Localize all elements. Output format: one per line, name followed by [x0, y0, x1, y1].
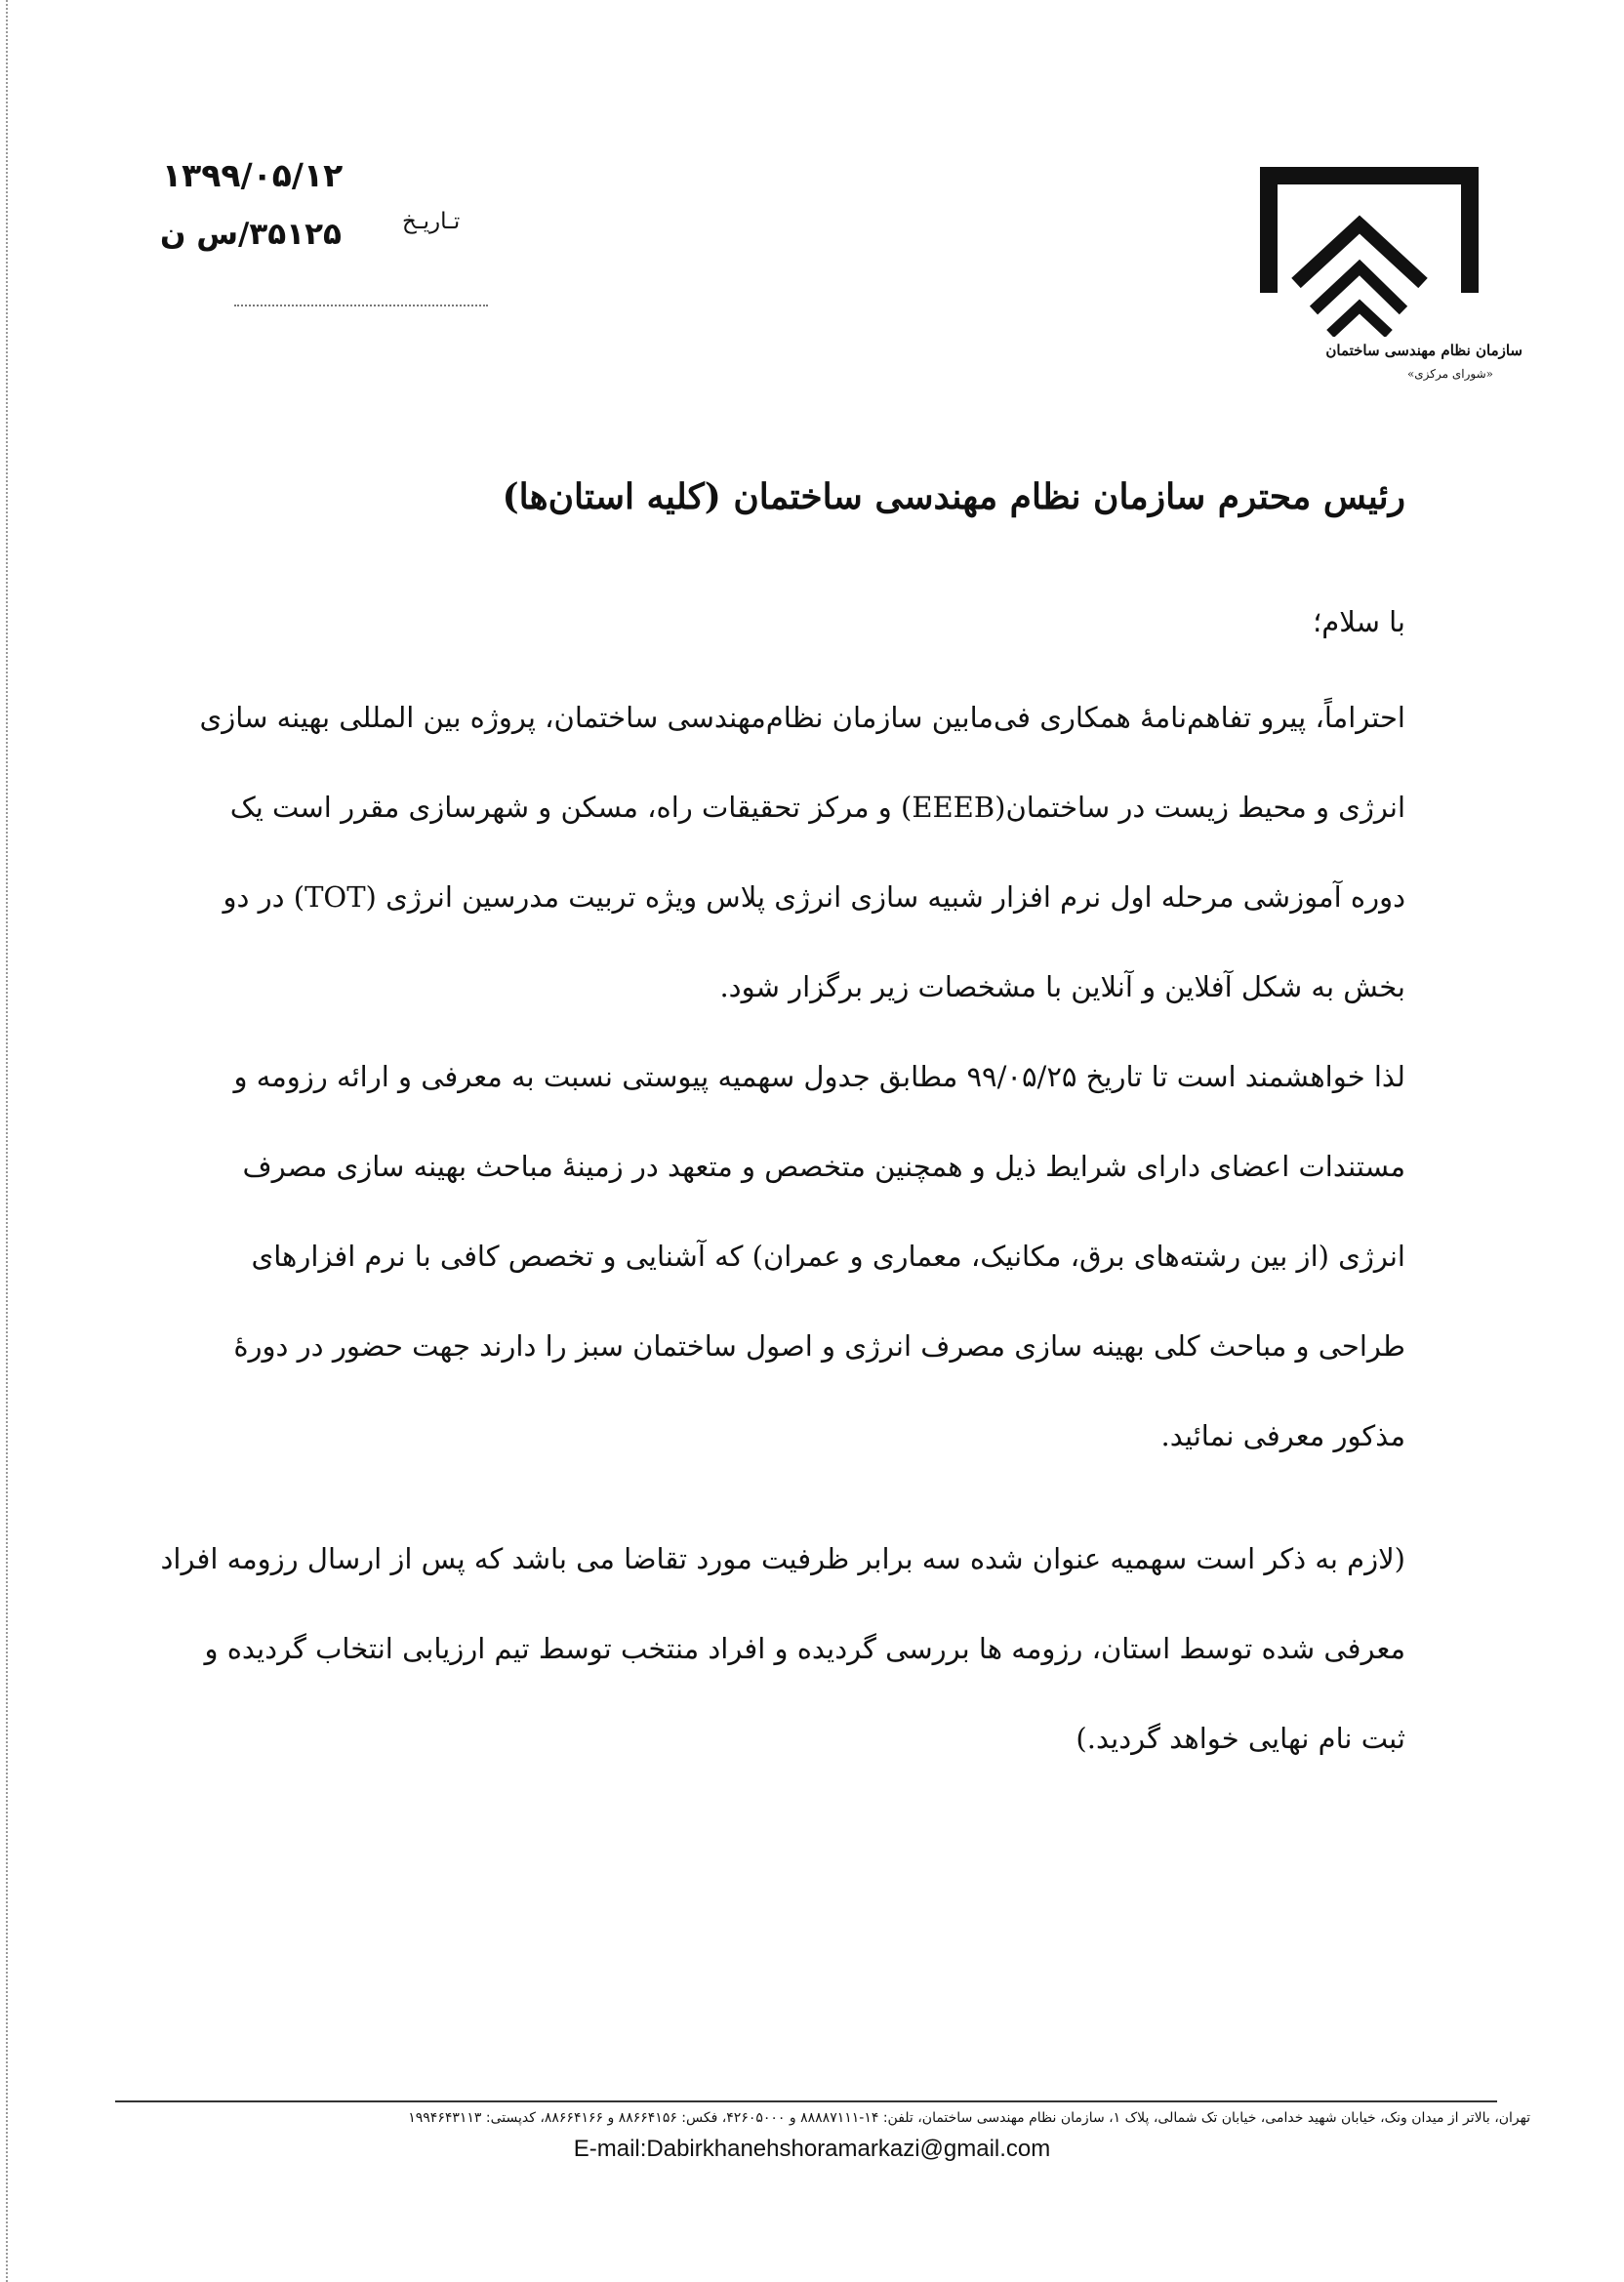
reference-block [137, 156, 508, 332]
letter-title: رئیس محترم سازمان نظام مهندسی ساختمان (کلیه استان‌ها) [502, 476, 1405, 517]
paragraph-line: مستندات اعضای دارای شرایط ذیل و همچنین متخصص و متعهد در زمینهٔ مباحث بهینه سازی مصرف [242, 1150, 1405, 1183]
building-engineering-logo-icon [1257, 166, 1482, 337]
paragraph-line: انرژی و محیط زیست در ساختمان(EEEB) و مرکز تحقیقات راه، مسکن و شهرسازی مقرر است یک [229, 791, 1405, 824]
paragraph-line: ثبت نام نهایی خواهد گردید.) [1076, 1722, 1405, 1755]
paragraph-line: طراحی و مباحث کلی بهینه سازی مصرف انرژی و اصول ساختمان سبز را دارند جهت حضور در دورهٔ [233, 1329, 1405, 1363]
org-subtitle: «شورای مرکزی» [1406, 367, 1493, 381]
date-label: تـاریـخ [402, 209, 461, 234]
paragraph-line: معرفی شده توسط استان، رزومه ها بررسی گردیده و افراد منتخب توسط تیم ارزیابی انتخاب گردیده و [204, 1632, 1405, 1665]
footer-divider [115, 2100, 1497, 2102]
reference-dotted-line [234, 305, 488, 306]
scan-edge-dotted-line [6, 0, 8, 2282]
paragraph-line: دوره آموزشی مرحله اول نرم افزار شبیه سازی انرژی پلاس ویژه تربیت مدرسین انرژی (TOT) در دو [223, 880, 1405, 914]
letter-number: ۳۵۱۲۵/س ن [160, 217, 342, 252]
letter-date: ۱۳۹۹/۰۵/۱۲ [162, 156, 344, 194]
paragraph-line: بخش به شکل آفلاین و آنلاین با مشخصات زیر برگزار شود. [719, 970, 1405, 1003]
paragraph-line: احتراماً، پیرو تفاهم‌نامهٔ همکاری فی‌مابین سازمان نظام‌مهندسی ساختمان، پروژه بین المللی بهینه سازی [199, 701, 1405, 734]
letterhead-logo [1239, 166, 1522, 400]
salutation: با سلام؛ [1313, 605, 1405, 638]
org-name: سازمان نظام مهندسی ساختمان [1325, 342, 1522, 359]
paragraph-line: مذکور معرفی نمائید. [1160, 1419, 1405, 1452]
footer-address: تهران، بالاتر از میدان ونک، خیابان شهید خدامی، خیابان تک شمالی، پلاک ۱، سازمان نظام مهندسی ساختمان، تلفن: ۱۴-۸۸۸۸۷۱۱۱ و ۴۲۶۰۵۰۰۰، فکس: ۸۸۶۶۴۱۵۶ و ۸۸۶۶۴۱۶۶، کدپستی: ۱۹۹۴۶۴۳۱۱۳ [408, 2110, 1530, 2126]
paragraph-line: انرژی (از بین رشته‌های برق، مکانیک، معماری و عمران) که آشنایی و تخصص کافی با نرم افزارهای [251, 1240, 1405, 1273]
footer-email: E-mail:Dabirkhanehshoramarkazi@gmail.com [573, 2136, 1051, 2162]
paragraph-line: لذا خواهشمند است تا تاریخ ۹۹/۰۵/۲۵ مطابق جدول سهمیه پیوستی نسبت به معرفی و ارائه رزومه و [233, 1060, 1405, 1093]
paragraph-line: (لازم به ذکر است سهمیه عنوان شده سه برابر ظرفیت مورد تقاضا می باشد که پس از ارسال رزومه افراد [160, 1542, 1405, 1575]
